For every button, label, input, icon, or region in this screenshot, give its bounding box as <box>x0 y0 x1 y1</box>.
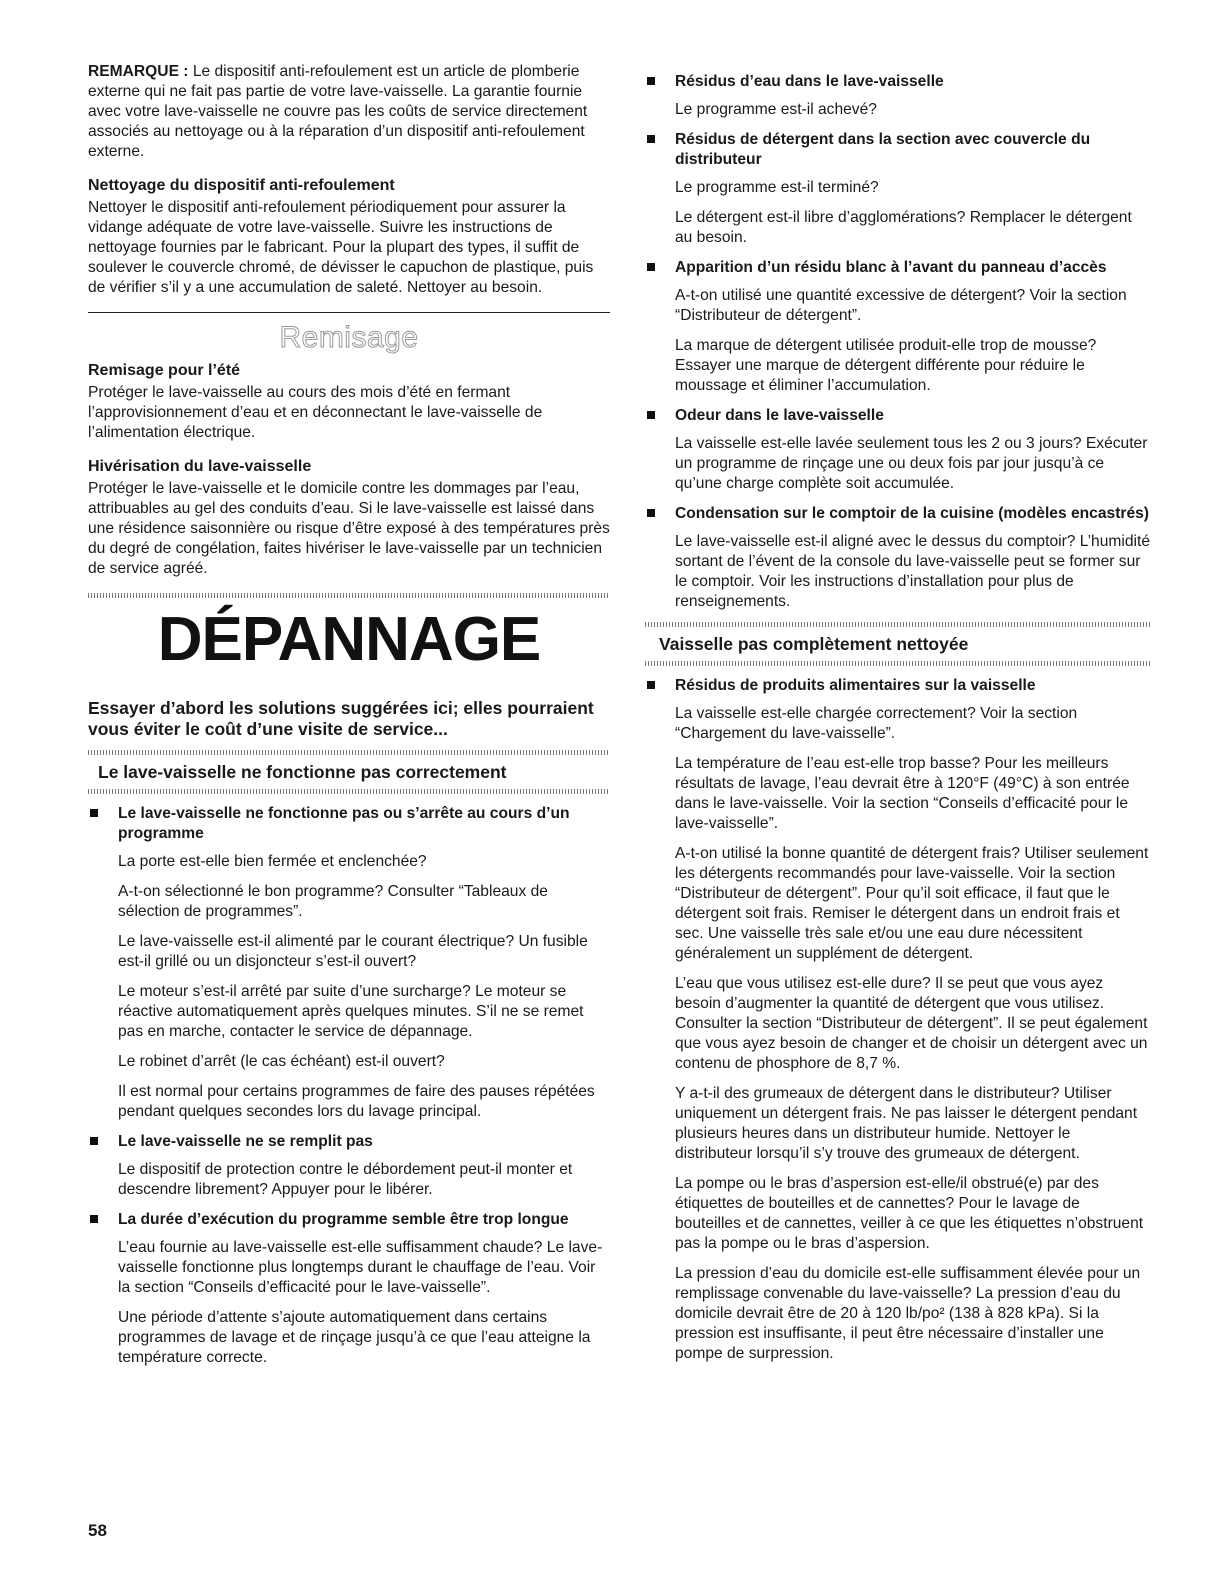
left-column <box>88 62 610 1378</box>
item-paragraph: Une période d’attente s’ajoute automatiquement dans certains programmes de lavage et de rinçage jusqu’à ce que l’eau atteigne la température correcte. <box>118 1309 591 1366</box>
square-bullet-icon <box>90 1137 98 1145</box>
item-paragraph: Le robinet d’arrêt (le cas échéant) est-il ouvert? <box>118 1053 445 1070</box>
square-bullet-icon <box>647 509 655 517</box>
item-title: Résidus d’eau dans le lave-vaisselle <box>675 73 944 90</box>
item-paragraph: L’eau que vous utilisez est-elle dure? Il se peut que vous ayez besoin d’augmenter la quantité de détergent que vous utilisez. Consulter la section “Distributeur de détergent”. Il se peut également que vous ayez besoin de changer et de choisir un détergent avec un contenu de phosphore de 8,7 %. <box>675 975 1148 1072</box>
section-title-ne-fonctionne: Le lave-vaisselle ne fonctionne pas correctement <box>98 762 507 782</box>
item-paragraph: La vaisselle est-elle lavée seulement tous les 2 ou 3 jours? Exécuter un programme de rinçage une ou deux fois par jour jusqu’à ce qu’une charge complète soit accumulée. <box>675 435 1148 492</box>
item-title: Condensation sur le comptoir de la cuisine (modèles encastrés) <box>675 505 1150 522</box>
item-title: Apparition d’un résidu blanc à l’avant du panneau d’accès <box>675 259 1107 276</box>
intro-text: Essayer d’abord les solutions suggérées ici; elles pourraient vous éviter le coût d’une visite de service... <box>88 698 594 739</box>
remarque-note <box>88 62 610 162</box>
dotted-divider <box>88 789 610 794</box>
remisage-heading: Remisage <box>279 321 419 354</box>
item-paragraph: La porte est-elle bien fermée et enclenchée? <box>118 853 427 870</box>
section-rule <box>88 312 610 313</box>
ete-title: Remisage pour l’été <box>88 362 241 379</box>
item-paragraph: Le détergent est-il libre d’agglomérations? Remplacer le détergent au besoin. <box>675 209 1132 246</box>
troubleshoot-item <box>645 676 1150 1364</box>
item-paragraph: La marque de détergent utilisée produit-elle trop de mousse? Essayer une marque de détergent différente pour réduire le moussage et éliminer l’accumulation. <box>675 337 1097 394</box>
nettoyage-title: Nettoyage du dispositif anti-refoulement <box>88 177 395 194</box>
item-title: Odeur dans le lave-vaisselle <box>675 407 884 424</box>
dotted-divider <box>88 593 610 598</box>
item-paragraph: A-t-on sélectionné le bon programme? Consulter “Tableaux de sélection de programmes”. <box>118 883 548 920</box>
item-paragraph: A-t-on utilisé une quantité excessive de détergent? Voir la section “Distributeur de détergent”. <box>675 287 1127 324</box>
remarque-text: Le dispositif anti-refoulement est un article de plomberie externe qui ne fait pas partie de votre lave-vaisselle. La garantie fournie avec votre lave-vaisselle ne couvre pas les coûts de service directement associés au nettoyage ou à la réparation d’un dispositif anti-refoulement externe. <box>88 63 588 160</box>
hiver-title: Hivérisation du lave-vaisselle <box>88 458 312 475</box>
troubleshoot-item <box>88 1210 610 1368</box>
square-bullet-icon <box>90 1215 98 1223</box>
item-paragraph: Il est normal pour certains programmes de faire des pauses répétées pendant quelques secondes lors du lavage principal. <box>118 1083 595 1120</box>
left-items <box>88 804 610 1368</box>
item-paragraph: L’eau fournie au lave-vaisselle est-elle suffisamment chaude? Le lave-vaisselle fonctionne plus longtemps durant le chauffage de l’eau. Voir la section “Conseils d’efficacité pour le lave-vaisselle”. <box>118 1239 603 1296</box>
item-title: La durée d’exécution du programme semble être trop longue <box>118 1211 569 1228</box>
troubleshoot-item <box>645 406 1150 494</box>
section-title-vaisselle: Vaisselle pas complètement nettoyée <box>659 634 969 654</box>
item-paragraph: La pression d’eau du domicile est-elle suffisamment élevée pour un remplissage convenable du lave-vaisselle? La pression d’eau du domicile devrait être de 20 à 120 lb/po² (138 à 828 kPa). Si la pression est insuffisante, il peut être nécessaire d’installer une pompe de surpression. <box>675 1265 1141 1362</box>
right-items-top <box>645 72 1150 612</box>
troubleshoot-item <box>645 130 1150 248</box>
dotted-divider <box>88 750 610 755</box>
item-paragraph: Y a-t-il des grumeaux de détergent dans le distributeur? Utiliser uniquement un détergent frais. Ne pas laisser le détergent pendant plusieurs heures dans un distributeur humide. Nettoyer le distributeur lorsqu’il s’y trouve des grumeaux de détergent. <box>675 1085 1138 1162</box>
troubleshoot-item <box>645 504 1150 612</box>
item-title: Le lave-vaisselle ne se remplit pas <box>118 1133 373 1150</box>
square-bullet-icon <box>647 263 655 271</box>
troubleshoot-item <box>645 258 1150 396</box>
dotted-divider <box>645 622 1150 627</box>
hiver-text: Protéger le lave-vaisselle et le domicile contre les dommages par l’eau, attribuables au gel des conduits d’eau. Si le lave-vaisselle est laissé dans une résidence saisonnière ou risque d’être exposé à des températures près du degré de congélation, faites hivériser le lave-vaisselle par un technicien de service agréé. <box>88 480 610 577</box>
nettoyage-section <box>88 176 610 298</box>
item-paragraph: La vaisselle est-elle chargée correctement? Voir la section “Chargement du lave-vaisselle”. <box>675 705 1078 742</box>
square-bullet-icon <box>647 77 655 85</box>
item-paragraph: La température de l’eau est-elle trop basse? Pour les meilleurs résultats de lavage, l’eau devrait être à 120°F (49°C) à son entrée dans le lave-vaisselle. Voir la section “Conseils d’efficacité pour le lave-vaisselle”. <box>675 755 1130 832</box>
troubleshoot-item <box>88 804 610 1122</box>
item-paragraph: La pompe ou le bras d’aspersion est-elle/il obstrué(e) par des étiquettes de bouteilles et de cannettes? Pour le lavage de bouteilles et de cannettes, veiller à ce que les étiquettes n’obstruent pas la pompe ou le bras d’aspersion. <box>675 1175 1144 1252</box>
troubleshoot-item <box>88 1132 610 1200</box>
ete-section <box>88 361 610 443</box>
square-bullet-icon <box>647 681 655 689</box>
square-bullet-icon <box>647 411 655 419</box>
page-number: 58 <box>88 1521 107 1540</box>
right-column <box>645 62 1150 1374</box>
dotted-divider <box>645 661 1150 666</box>
item-paragraph: Le lave-vaisselle est-il alimenté par le courant électrique? Un fusible est-il grillé ou un disjoncteur s’est-il ouvert? <box>118 933 588 970</box>
depannage-heading: DÉPANNAGE <box>157 605 541 674</box>
item-title: Résidus de produits alimentaires sur la vaisselle <box>675 677 1036 694</box>
remarque-label: REMARQUE : <box>88 63 189 80</box>
item-paragraph: Le lave-vaisselle est-il aligné avec le dessus du comptoir? L’humidité sortant de l’évent de la console du lave-vaisselle peut se former sur le comptoir. Voir les instructions d’installation pour plus de renseignements. <box>675 533 1150 610</box>
item-paragraph: A-t-on utilisé la bonne quantité de détergent frais? Utiliser seulement les détergents recommandés pour lave-vaisselle. Voir la section “Distributeur de détergent”. Pour qu’il soit efficace, il faut que le détergent soit frais. Remiser le détergent dans un endroit frais et sec. Une vaisselle très sale et/ou une eau dure nécessitent généralement un supplément de détergent. <box>675 845 1149 962</box>
item-paragraph: Le programme est-il terminé? <box>675 179 879 196</box>
ete-text: Protéger le lave-vaisselle au cours des mois d’été en fermant l’approvisionnement d’eau et en déconnectant le lave-vaisselle de l’alimentation électrique. <box>88 384 543 441</box>
item-title: Résidus de détergent dans la section avec couvercle du distributeur <box>675 131 1091 168</box>
square-bullet-icon <box>647 135 655 143</box>
hiver-section <box>88 457 610 579</box>
nettoyage-text: Nettoyer le dispositif anti-refoulement périodiquement pour assurer la vidange adéquate de votre lave-vaisselle. Suivre les instructions de nettoyage fournies par le fabricant. Pour la plupart des types, il suffit de soulever le couvercle chromé, de dévisser le capuchon de plastique, puis de vérifier s’il y a une accumulation de saleté. Nettoyer au besoin. <box>88 199 594 296</box>
item-paragraph: Le programme est-il achevé? <box>675 101 877 118</box>
square-bullet-icon <box>90 809 98 817</box>
item-paragraph: Le dispositif de protection contre le débordement peut-il monter et descendre librement? Appuyer pour le libérer. <box>118 1161 573 1198</box>
item-paragraph: Le moteur s’est-il arrêté par suite d’une surcharge? Le moteur se réactive automatiquement après quelques minutes. S’il ne se remet pas en marche, contacter le service de dépannage. <box>118 983 584 1040</box>
troubleshoot-item <box>645 72 1150 120</box>
right-items-bottom <box>645 676 1150 1364</box>
item-title: Le lave-vaisselle ne fonctionne pas ou s’arrête au cours d’un programme <box>118 805 570 842</box>
